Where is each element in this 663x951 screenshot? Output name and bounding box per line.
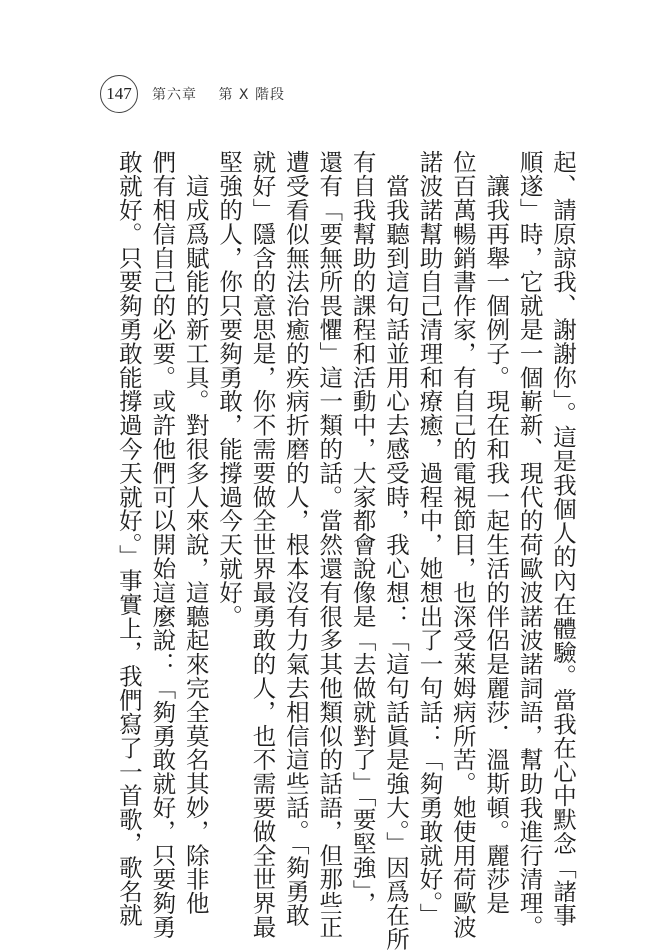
text-column: 位百萬暢銷書作家，有自己的電視節目，也深受萊姆病所苦。她使用荷歐波	[448, 150, 477, 939]
running-header	[152, 84, 285, 104]
text-column: 有自我幫助的課程和活動中，大家都會說像是「去做就對了」「要堅強」，	[348, 150, 377, 916]
chapter-title: 第六章	[152, 87, 197, 103]
text-column: 就好」隱含的意思是，你不需要做全世界最勇敢的人，也不需要做全世界最	[248, 150, 277, 939]
page-number: 147	[100, 75, 138, 113]
text-column: 順遂」時，它就是一個嶄新、現代的荷歐波諾波諾詞語，幫助我進行清理。	[515, 150, 544, 939]
text-column: 當我聽到這句話並用心去感受時，我心想：「這句話眞是強大。」因爲在所	[382, 150, 411, 951]
vertical-text-body	[112, 150, 579, 951]
section-title: 第 X 階段	[218, 87, 285, 103]
text-column: 諾波諾幫助自己清理和療癒，過程中，她想出了一句話：「夠勇敢就好。」	[415, 150, 444, 927]
text-column: 們有相信自己的必要。或許他們可以開始這麼說：「夠勇敢就好，只要夠勇	[148, 150, 177, 939]
text-column: 還有「要無所畏懼」這一類的話。當然還有很多其他類似的話語，但那些正	[315, 150, 344, 939]
text-column: 堅強的人，你只要夠勇敢，能撐過今天就好。	[215, 150, 244, 628]
text-column: 讓我再舉一個例子。現在和我一起生活的伴侶是麗莎．溫斯頓。麗莎是	[482, 150, 511, 915]
text-column: 敢就好。只要夠勇敢能撐過今天就好。」事實上，我們寫了一首歌，歌名就	[114, 150, 143, 927]
text-column: 這成爲賦能的新工具。對很多人來說，這聽起來完全莫名其妙，除非他	[181, 150, 210, 915]
text-column: 起、請原諒我、謝謝你」。這是我個人的內在體驗。當我在心中默念「諸事	[549, 150, 577, 927]
text-column: 遭受看似無法治癒的疾病折磨的人，根本沒有力氣去相信這些話。「夠勇敢	[281, 150, 310, 927]
page-header	[100, 74, 285, 114]
